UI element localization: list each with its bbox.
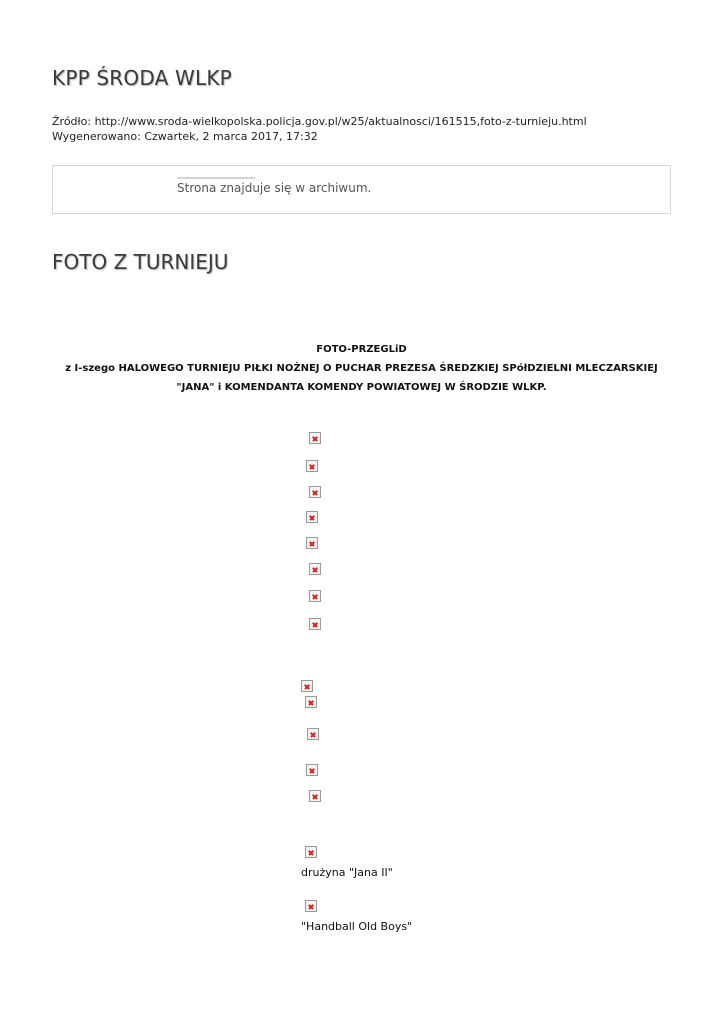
- broken-image-icon[interactable]: [307, 728, 319, 740]
- broken-image-icon[interactable]: [305, 900, 317, 912]
- archive-notice-text: Strona znajduje się w archiwum.: [177, 181, 372, 195]
- article-lead: [52, 340, 671, 397]
- source-line: Źródło: http://www.sroda-wielkopolska.policja.gov.pl/w25/aktualnosci/161515,foto-z-turnieju.html: [52, 115, 587, 128]
- site-title: KPP ŚRODA WLKP: [52, 66, 232, 90]
- lead-line: "JANA" i KOMENDANTA KOMENDY POWIATOWEJ W ŚRODZIE WLKP.: [176, 382, 547, 393]
- image-caption: drużyna "Jana II": [301, 866, 393, 879]
- archive-notice: [52, 165, 671, 214]
- document-meta: [52, 114, 587, 144]
- generated-line: Wygenerowano: Czwartek, 2 marca 2017, 17:32: [52, 130, 318, 143]
- lead-line: z I-szego HALOWEGO TURNIEJU PIŁKI NOŻNEJ O PUCHAR PREZESA ŚREDZKIEJ SPółDZIELNI MLECZARSKIEJ: [65, 363, 658, 374]
- broken-image-icon[interactable]: [306, 537, 318, 549]
- broken-image-icon[interactable]: [309, 432, 321, 444]
- broken-image-icon[interactable]: [309, 618, 321, 630]
- broken-image-icon[interactable]: [306, 511, 318, 523]
- broken-image-icon[interactable]: [301, 680, 313, 692]
- broken-image-icon[interactable]: [309, 563, 321, 575]
- broken-image-icon[interactable]: [309, 790, 321, 802]
- article-title: FOTO Z TURNIEJU: [52, 250, 229, 274]
- lead-heading: FOTO-PRZEGLiD: [316, 344, 407, 355]
- broken-image-icon[interactable]: [305, 696, 317, 708]
- broken-image-icon[interactable]: [306, 764, 318, 776]
- broken-image-icon[interactable]: [306, 460, 318, 472]
- broken-image-icon[interactable]: [305, 846, 317, 858]
- broken-image-icon[interactable]: [309, 486, 321, 498]
- broken-image-icon[interactable]: [309, 590, 321, 602]
- notice-divider: [177, 177, 255, 179]
- image-caption: "Handball Old Boys": [301, 920, 413, 933]
